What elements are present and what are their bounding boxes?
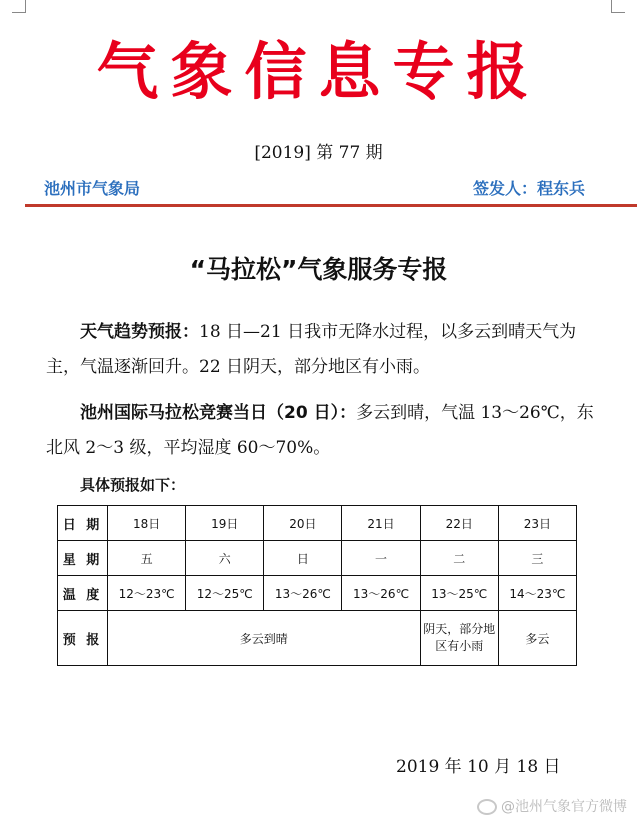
issue-number: [2019] 第 77 期 (254, 143, 383, 163)
table-row-dates (58, 506, 577, 541)
temperature-cell: 13～25℃ (420, 576, 498, 611)
date-cell: 21日 (342, 506, 420, 541)
masthead-title: 气象信息专报 (96, 35, 541, 108)
document-title: “马拉松”气象服务专报 (189, 255, 448, 284)
forecast-table (57, 505, 577, 666)
issuer-name: 签发人：程东兵 (472, 179, 585, 198)
race-day-label: 池州国际马拉松竞赛当日（20 日）： (80, 403, 357, 423)
weekday-cell: 日 (264, 541, 342, 576)
date-cell: 23日 (498, 506, 576, 541)
watermark (477, 796, 627, 816)
forecast-cell: 多云 (498, 611, 576, 666)
weekday-cell: 一 (342, 541, 420, 576)
crop-mark-top-left (25, 0, 26, 12)
weibo-logo-icon (477, 799, 497, 815)
weekday-cell: 五 (108, 541, 186, 576)
row-label-date: 日 期 (58, 506, 108, 541)
trend-forecast-label: 天气趋势预报： (80, 322, 199, 342)
crop-mark-top-right-h (611, 12, 625, 13)
issue-date: 2019 年 10 月 18 日 (396, 757, 561, 777)
trend-forecast-paragraph (46, 315, 606, 385)
date-cell: 18日 (108, 506, 186, 541)
temperature-cell: 13～26℃ (264, 576, 342, 611)
header-divider (25, 204, 637, 207)
date-cell: 19日 (186, 506, 264, 541)
temperature-cell: 12～25℃ (186, 576, 264, 611)
details-subheading: 具体预报如下： (80, 476, 186, 494)
weekday-cell: 六 (186, 541, 264, 576)
crop-mark-top-right (611, 0, 612, 12)
crop-mark-top-left-h (12, 12, 26, 13)
forecast-cell: 多云到晴 (108, 611, 421, 666)
row-label-temperature: 温 度 (58, 576, 108, 611)
race-day-paragraph (46, 396, 606, 466)
table-row-temperature (58, 576, 577, 611)
temperature-cell: 12～23℃ (108, 576, 186, 611)
weekday-cell: 三 (498, 541, 576, 576)
trend-forecast-text: 18 日—21 日我市无降水过程，以多云到晴天气为主，气温逐渐回升。22 日阴天，部分地区有小雨。 (46, 322, 577, 377)
row-label-forecast: 预 报 (58, 611, 108, 666)
bureau-name: 池州市气象局 (44, 179, 141, 198)
temperature-cell: 14～23℃ (498, 576, 576, 611)
date-cell: 22日 (420, 506, 498, 541)
race-day-text: 多云到晴，气温 13～26℃，东北风 2～3 级，平均湿度 60～70%。 (46, 403, 594, 458)
weekday-cell: 二 (420, 541, 498, 576)
forecast-cell: 阴天，部分地区有小雨 (420, 611, 498, 666)
table-row-weekdays (58, 541, 577, 576)
watermark-text: @池州气象官方微博 (501, 799, 627, 815)
date-cell: 20日 (264, 506, 342, 541)
row-label-weekday: 星 期 (58, 541, 108, 576)
table-row-forecast (58, 611, 577, 666)
temperature-cell: 13～26℃ (342, 576, 420, 611)
